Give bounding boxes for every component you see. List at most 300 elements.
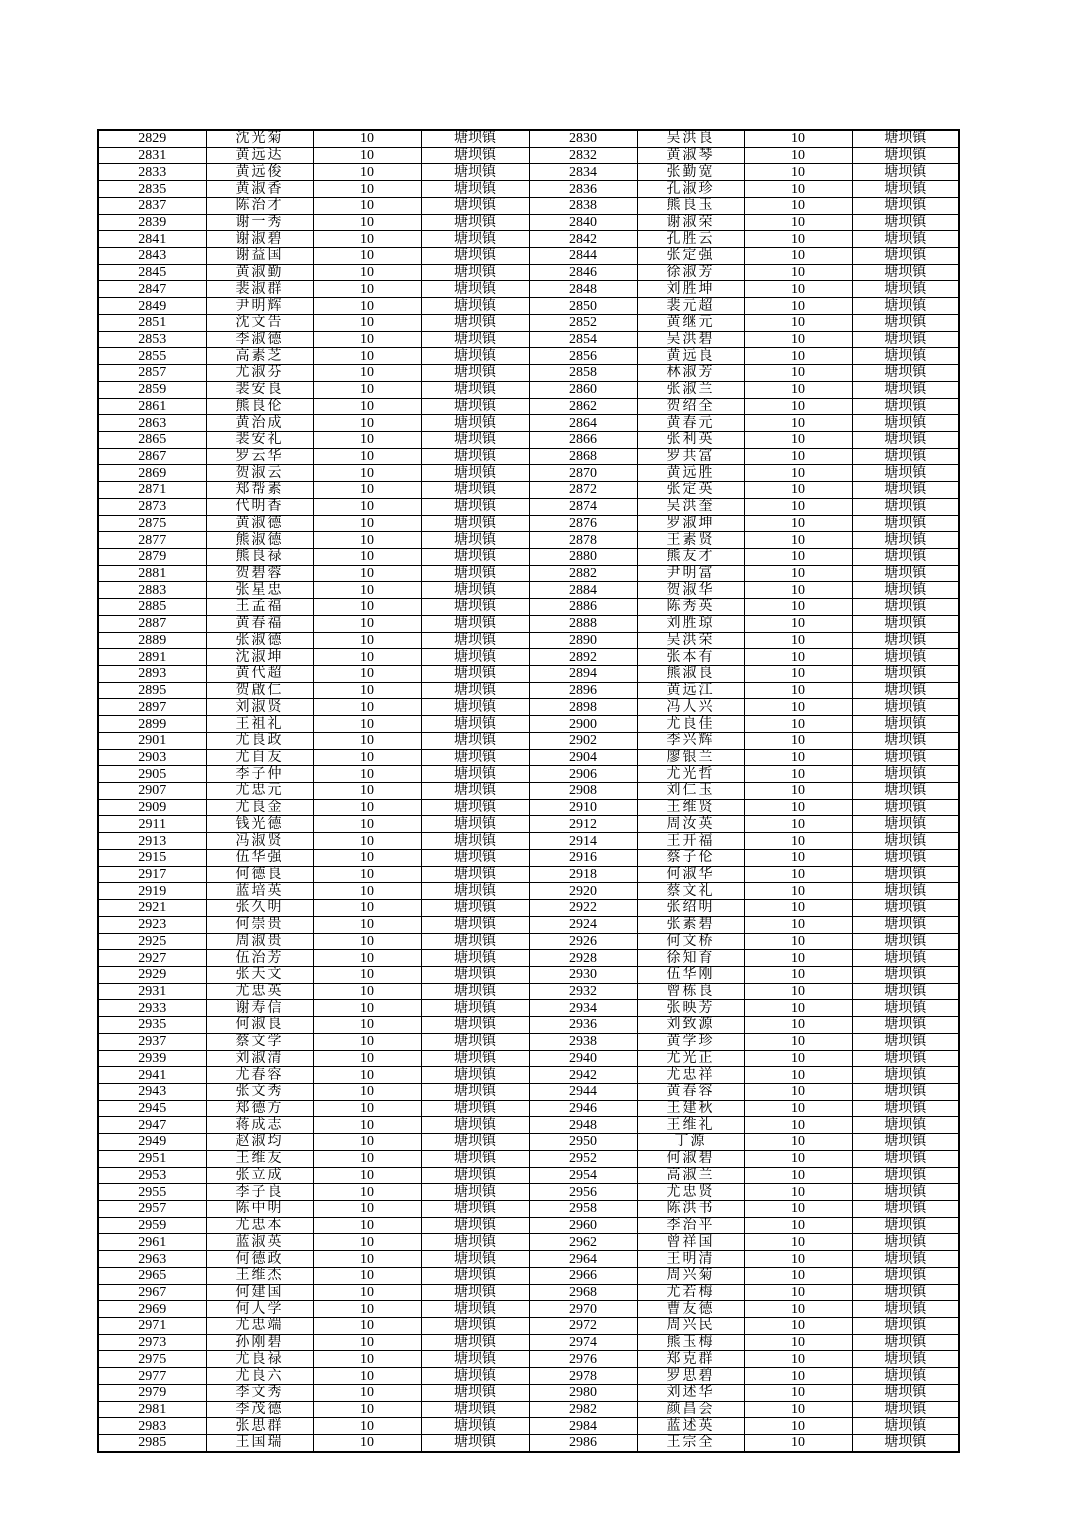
person-name-left: 尤忠元 (206, 783, 313, 800)
amount-right: 10 (744, 1267, 852, 1284)
town-left: 塘坝镇 (421, 415, 529, 432)
town-left: 塘坝镇 (421, 1284, 529, 1301)
amount-right: 10 (744, 1033, 852, 1050)
town-left: 塘坝镇 (421, 381, 529, 398)
amount-right: 10 (744, 1435, 852, 1452)
amount-right: 10 (744, 248, 852, 265)
table-row (98, 666, 959, 683)
town-right: 塘坝镇 (852, 298, 959, 315)
record-number-right: 2952 (529, 1150, 637, 1167)
town-left: 塘坝镇 (421, 281, 529, 298)
person-name-right: 黄淑琴 (637, 147, 744, 164)
record-number-right: 2910 (529, 799, 637, 816)
amount-right: 10 (744, 431, 852, 448)
amount-right: 10 (744, 1017, 852, 1034)
town-right: 塘坝镇 (852, 548, 959, 565)
amount-left: 10 (313, 1334, 421, 1351)
person-name-right: 熊友才 (637, 548, 744, 565)
amount-right: 10 (744, 1234, 852, 1251)
record-number-left: 2929 (98, 966, 206, 983)
person-name-left: 王维杰 (206, 1267, 313, 1284)
amount-right: 10 (744, 565, 852, 582)
record-number-left: 2873 (98, 498, 206, 515)
record-number-left: 2903 (98, 749, 206, 766)
amount-left: 10 (313, 749, 421, 766)
record-number-right: 2968 (529, 1284, 637, 1301)
person-name-left: 伍华强 (206, 849, 313, 866)
town-left: 塘坝镇 (421, 1167, 529, 1184)
amount-right: 10 (744, 1050, 852, 1067)
record-number-left: 2861 (98, 398, 206, 415)
town-right: 塘坝镇 (852, 1251, 959, 1268)
town-left: 塘坝镇 (421, 1117, 529, 1134)
town-left: 塘坝镇 (421, 465, 529, 482)
amount-left: 10 (313, 398, 421, 415)
town-left: 塘坝镇 (421, 615, 529, 632)
record-number-right: 2986 (529, 1435, 637, 1452)
amount-right: 10 (744, 699, 852, 716)
person-name-right: 裴元超 (637, 298, 744, 315)
amount-left: 10 (313, 866, 421, 883)
table-row (98, 1217, 959, 1234)
record-number-right: 2898 (529, 699, 637, 716)
person-name-right: 尤忠贤 (637, 1184, 744, 1201)
person-name-right: 徐知育 (637, 950, 744, 967)
amount-right: 10 (744, 666, 852, 683)
amount-right: 10 (744, 732, 852, 749)
amount-left: 10 (313, 264, 421, 281)
person-name-right: 贺绍全 (637, 398, 744, 415)
town-right: 塘坝镇 (852, 1368, 959, 1385)
amount-right: 10 (744, 548, 852, 565)
town-left: 塘坝镇 (421, 532, 529, 549)
town-right: 塘坝镇 (852, 1267, 959, 1284)
person-name-right: 孔胜云 (637, 231, 744, 248)
table-row (98, 749, 959, 766)
person-name-right: 刘致源 (637, 1017, 744, 1034)
person-name-left: 尹明辉 (206, 298, 313, 315)
town-right: 塘坝镇 (852, 532, 959, 549)
amount-right: 10 (744, 799, 852, 816)
town-left: 塘坝镇 (421, 147, 529, 164)
person-name-left: 高素芝 (206, 348, 313, 365)
record-number-left: 2841 (98, 231, 206, 248)
amount-left: 10 (313, 799, 421, 816)
person-name-right: 刘仁玉 (637, 783, 744, 800)
amount-right: 10 (744, 181, 852, 198)
person-name-right: 曹友德 (637, 1301, 744, 1318)
record-number-right: 2914 (529, 833, 637, 850)
person-name-right: 罗共富 (637, 448, 744, 465)
record-number-right: 2874 (529, 498, 637, 515)
record-number-left: 2863 (98, 415, 206, 432)
town-left: 塘坝镇 (421, 866, 529, 883)
person-name-left: 谢一秀 (206, 214, 313, 231)
amount-left: 10 (313, 248, 421, 265)
town-right: 塘坝镇 (852, 933, 959, 950)
person-name-right: 周兴民 (637, 1318, 744, 1335)
amount-right: 10 (744, 130, 852, 147)
amount-right: 10 (744, 164, 852, 181)
table-row (98, 1418, 959, 1435)
amount-right: 10 (744, 1284, 852, 1301)
record-number-left: 2949 (98, 1134, 206, 1151)
table-row (98, 1318, 959, 1335)
town-right: 塘坝镇 (852, 1201, 959, 1218)
record-number-right: 2978 (529, 1368, 637, 1385)
town-left: 塘坝镇 (421, 799, 529, 816)
town-right: 塘坝镇 (852, 1234, 959, 1251)
town-right: 塘坝镇 (852, 1184, 959, 1201)
amount-left: 10 (313, 130, 421, 147)
record-number-left: 2831 (98, 147, 206, 164)
table-row (98, 1083, 959, 1100)
record-number-left: 2933 (98, 1000, 206, 1017)
person-name-left: 尤自友 (206, 749, 313, 766)
town-left: 塘坝镇 (421, 716, 529, 733)
table-row (98, 732, 959, 749)
person-name-right: 张绍明 (637, 900, 744, 917)
person-name-left: 尤良禄 (206, 1351, 313, 1368)
town-right: 塘坝镇 (852, 615, 959, 632)
person-name-right: 尤忠祥 (637, 1067, 744, 1084)
amount-left: 10 (313, 649, 421, 666)
amount-left: 10 (313, 1435, 421, 1452)
person-name-right: 熊淑良 (637, 666, 744, 683)
record-number-left: 2853 (98, 331, 206, 348)
amount-right: 10 (744, 281, 852, 298)
town-right: 塘坝镇 (852, 966, 959, 983)
record-number-left: 2981 (98, 1401, 206, 1418)
amount-right: 10 (744, 615, 852, 632)
town-right: 塘坝镇 (852, 231, 959, 248)
record-number-right: 2882 (529, 565, 637, 582)
town-left: 塘坝镇 (421, 331, 529, 348)
table-row (98, 264, 959, 281)
person-name-left: 伍治芳 (206, 950, 313, 967)
person-name-left: 沈文告 (206, 314, 313, 331)
town-right: 塘坝镇 (852, 130, 959, 147)
town-right: 塘坝镇 (852, 197, 959, 214)
record-number-left: 2829 (98, 130, 206, 147)
amount-left: 10 (313, 281, 421, 298)
town-left: 塘坝镇 (421, 666, 529, 683)
record-number-right: 2932 (529, 983, 637, 1000)
person-name-right: 黄远江 (637, 682, 744, 699)
person-name-right: 何淑华 (637, 866, 744, 883)
record-number-right: 2854 (529, 331, 637, 348)
town-left: 塘坝镇 (421, 1017, 529, 1034)
amount-left: 10 (313, 1050, 421, 1067)
person-name-left: 王维友 (206, 1150, 313, 1167)
town-left: 塘坝镇 (421, 197, 529, 214)
table-row (98, 1033, 959, 1050)
amount-left: 10 (313, 147, 421, 164)
person-name-left: 熊良禄 (206, 548, 313, 565)
amount-right: 10 (744, 448, 852, 465)
amount-left: 10 (313, 197, 421, 214)
amount-left: 10 (313, 1301, 421, 1318)
table-row (98, 866, 959, 883)
town-left: 塘坝镇 (421, 966, 529, 983)
person-name-left: 代明香 (206, 498, 313, 515)
amount-right: 10 (744, 365, 852, 382)
amount-left: 10 (313, 1150, 421, 1167)
record-number-right: 2894 (529, 666, 637, 683)
town-left: 塘坝镇 (421, 431, 529, 448)
town-right: 塘坝镇 (852, 1117, 959, 1134)
amount-left: 10 (313, 900, 421, 917)
person-name-right: 王素贤 (637, 532, 744, 549)
record-number-right: 2974 (529, 1334, 637, 1351)
record-number-left: 2891 (98, 649, 206, 666)
table-row (98, 1368, 959, 1385)
town-left: 塘坝镇 (421, 649, 529, 666)
amount-right: 10 (744, 933, 852, 950)
town-right: 塘坝镇 (852, 465, 959, 482)
amount-right: 10 (744, 1000, 852, 1017)
person-name-left: 尤春容 (206, 1067, 313, 1084)
town-right: 塘坝镇 (852, 1033, 959, 1050)
amount-left: 10 (313, 1201, 421, 1218)
amount-left: 10 (313, 1000, 421, 1017)
town-left: 塘坝镇 (421, 1201, 529, 1218)
amount-right: 10 (744, 1184, 852, 1201)
record-number-left: 2857 (98, 365, 206, 382)
record-number-right: 2926 (529, 933, 637, 950)
town-right: 塘坝镇 (852, 331, 959, 348)
record-number-right: 2912 (529, 816, 637, 833)
table-row (98, 833, 959, 850)
amount-right: 10 (744, 197, 852, 214)
record-number-right: 2918 (529, 866, 637, 883)
person-name-right: 刘胜琼 (637, 615, 744, 632)
town-left: 塘坝镇 (421, 1318, 529, 1335)
table-row (98, 632, 959, 649)
amount-left: 10 (313, 1100, 421, 1117)
table-row (98, 231, 959, 248)
town-right: 塘坝镇 (852, 365, 959, 382)
record-number-left: 2835 (98, 181, 206, 198)
record-number-left: 2899 (98, 716, 206, 733)
record-number-right: 2864 (529, 415, 637, 432)
record-number-right: 2858 (529, 365, 637, 382)
amount-left: 10 (313, 1351, 421, 1368)
town-left: 塘坝镇 (421, 448, 529, 465)
town-right: 塘坝镇 (852, 498, 959, 515)
amount-left: 10 (313, 615, 421, 632)
person-name-right: 尤若梅 (637, 1284, 744, 1301)
person-name-right: 张利英 (637, 431, 744, 448)
amount-right: 10 (744, 331, 852, 348)
person-name-left: 尤良政 (206, 732, 313, 749)
amount-right: 10 (744, 1134, 852, 1151)
table-row (98, 482, 959, 499)
amount-left: 10 (313, 682, 421, 699)
person-name-left: 贺淑云 (206, 465, 313, 482)
town-right: 塘坝镇 (852, 1150, 959, 1167)
amount-right: 10 (744, 1083, 852, 1100)
person-name-left: 王祖礼 (206, 716, 313, 733)
record-number-left: 2907 (98, 783, 206, 800)
record-number-left: 2869 (98, 465, 206, 482)
town-left: 塘坝镇 (421, 933, 529, 950)
amount-left: 10 (313, 164, 421, 181)
person-name-left: 李文秀 (206, 1384, 313, 1401)
person-name-left: 郑帮素 (206, 482, 313, 499)
table-row (98, 766, 959, 783)
record-number-right: 2870 (529, 465, 637, 482)
town-right: 塘坝镇 (852, 833, 959, 850)
amount-left: 10 (313, 1267, 421, 1284)
town-right: 塘坝镇 (852, 348, 959, 365)
amount-left: 10 (313, 1167, 421, 1184)
amount-left: 10 (313, 532, 421, 549)
record-number-left: 2911 (98, 816, 206, 833)
amount-right: 10 (744, 749, 852, 766)
amount-right: 10 (744, 950, 852, 967)
record-number-left: 2941 (98, 1067, 206, 1084)
person-name-right: 刘胜坤 (637, 281, 744, 298)
town-right: 塘坝镇 (852, 682, 959, 699)
record-number-left: 2905 (98, 766, 206, 783)
record-number-right: 2922 (529, 900, 637, 917)
amount-left: 10 (313, 666, 421, 683)
person-name-left: 熊良伦 (206, 398, 313, 415)
person-name-right: 罗淑坤 (637, 515, 744, 532)
table-row (98, 1251, 959, 1268)
record-number-right: 2860 (529, 381, 637, 398)
town-left: 塘坝镇 (421, 248, 529, 265)
amount-right: 10 (744, 716, 852, 733)
person-name-left: 黄远俊 (206, 164, 313, 181)
amount-left: 10 (313, 181, 421, 198)
record-number-left: 2901 (98, 732, 206, 749)
amount-left: 10 (313, 1184, 421, 1201)
town-left: 塘坝镇 (421, 1033, 529, 1050)
record-number-left: 2915 (98, 849, 206, 866)
amount-right: 10 (744, 231, 852, 248)
town-left: 塘坝镇 (421, 916, 529, 933)
record-number-left: 2945 (98, 1100, 206, 1117)
record-number-left: 2851 (98, 314, 206, 331)
person-name-left: 蓝培英 (206, 883, 313, 900)
person-name-left: 谢淑碧 (206, 231, 313, 248)
amount-left: 10 (313, 1401, 421, 1418)
person-name-right: 蔡文礼 (637, 883, 744, 900)
record-number-left: 2917 (98, 866, 206, 883)
person-name-right: 李治平 (637, 1217, 744, 1234)
record-number-right: 2936 (529, 1017, 637, 1034)
town-right: 塘坝镇 (852, 983, 959, 1000)
town-left: 塘坝镇 (421, 1000, 529, 1017)
town-left: 塘坝镇 (421, 1234, 529, 1251)
person-name-left: 李子良 (206, 1184, 313, 1201)
person-name-left: 尤忠端 (206, 1318, 313, 1335)
town-left: 塘坝镇 (421, 1368, 529, 1385)
record-number-right: 2850 (529, 298, 637, 315)
record-number-right: 2852 (529, 314, 637, 331)
town-right: 塘坝镇 (852, 314, 959, 331)
amount-left: 10 (313, 766, 421, 783)
table-row (98, 1284, 959, 1301)
person-name-right: 熊良玉 (637, 197, 744, 214)
town-right: 塘坝镇 (852, 1017, 959, 1034)
amount-right: 10 (744, 632, 852, 649)
table-row (98, 1167, 959, 1184)
record-number-right: 2984 (529, 1418, 637, 1435)
amount-left: 10 (313, 816, 421, 833)
table-row (98, 532, 959, 549)
record-number-left: 2913 (98, 833, 206, 850)
person-name-left: 裴淑群 (206, 281, 313, 298)
amount-right: 10 (744, 465, 852, 482)
person-name-right: 高淑兰 (637, 1167, 744, 1184)
person-name-left: 冯淑贤 (206, 833, 313, 850)
table-row (98, 950, 959, 967)
table-row (98, 615, 959, 632)
person-name-right: 周兴菊 (637, 1267, 744, 1284)
amount-right: 10 (744, 515, 852, 532)
table-row (98, 883, 959, 900)
amount-left: 10 (313, 983, 421, 1000)
table-row (98, 983, 959, 1000)
record-number-left: 2893 (98, 666, 206, 683)
amount-left: 10 (313, 482, 421, 499)
record-number-left: 2935 (98, 1017, 206, 1034)
record-number-left: 2985 (98, 1435, 206, 1452)
amount-right: 10 (744, 415, 852, 432)
town-right: 塘坝镇 (852, 849, 959, 866)
amount-right: 10 (744, 649, 852, 666)
record-number-left: 2977 (98, 1368, 206, 1385)
town-left: 塘坝镇 (421, 783, 529, 800)
amount-right: 10 (744, 1318, 852, 1335)
amount-left: 10 (313, 365, 421, 382)
amount-right: 10 (744, 916, 852, 933)
town-right: 塘坝镇 (852, 599, 959, 616)
record-number-left: 2927 (98, 950, 206, 967)
town-right: 塘坝镇 (852, 1083, 959, 1100)
record-number-right: 2964 (529, 1251, 637, 1268)
table-row (98, 431, 959, 448)
person-name-right: 张映芳 (637, 1000, 744, 1017)
table-row (98, 331, 959, 348)
person-name-right: 熊玉梅 (637, 1334, 744, 1351)
record-number-right: 2872 (529, 482, 637, 499)
amount-right: 10 (744, 264, 852, 281)
record-number-left: 2865 (98, 431, 206, 448)
person-name-right: 张本有 (637, 649, 744, 666)
table-row (98, 381, 959, 398)
record-number-right: 2830 (529, 130, 637, 147)
record-number-left: 2971 (98, 1318, 206, 1335)
amount-right: 10 (744, 1384, 852, 1401)
record-number-right: 2956 (529, 1184, 637, 1201)
person-name-right: 黄远胜 (637, 465, 744, 482)
amount-left: 10 (313, 298, 421, 315)
record-number-right: 2944 (529, 1083, 637, 1100)
record-number-left: 2855 (98, 348, 206, 365)
amount-right: 10 (744, 482, 852, 499)
town-right: 塘坝镇 (852, 147, 959, 164)
person-name-left: 张久明 (206, 900, 313, 917)
table-row (98, 1384, 959, 1401)
person-name-left: 黄治成 (206, 415, 313, 432)
amount-right: 10 (744, 1368, 852, 1385)
town-right: 塘坝镇 (852, 783, 959, 800)
record-number-right: 2888 (529, 615, 637, 632)
